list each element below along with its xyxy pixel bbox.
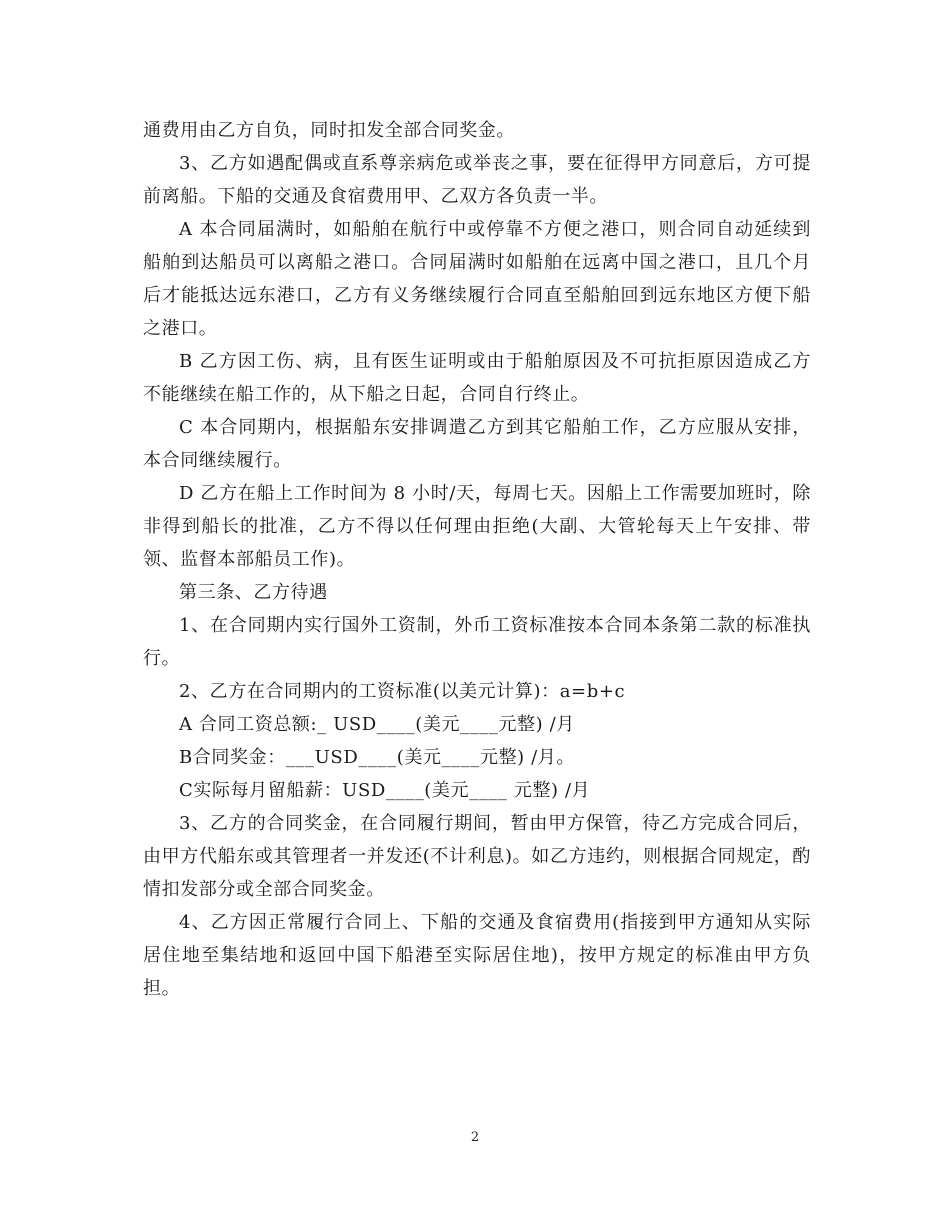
paragraph-item-d-hours: D 乙方在船上工作时间为 8 小时/天，每周七天。因船上工作需要加班时，除非得到船长的批准，乙方不得以任何理由拒绝(大副、大管轮每天上午安排、带领、监督本部船员工作)。 xyxy=(143,483,811,570)
paragraph-continuation: 通费用由乙方自负，同时扣发全部合同奖金。 xyxy=(143,120,515,141)
paragraph-monthly-pay: C实际每月留船薪：USD____(美元____ 元整) /月 xyxy=(179,780,591,801)
paragraph-salary-total: A 合同工资总额:_ USD____(美元____元整) /月 xyxy=(179,714,575,735)
paragraph-item-a-extension: A 本合同届满时，如船舶在航行中或停靠不方便之港口，则合同自动延续到船舶到达船员可以离船之港口。合同届满时如船舶在远离中国之港口，且几个月后才能抵达远东港口，乙方有义务继续履行合同直至船舶回到远东地区方便下船之港口。 xyxy=(143,219,811,339)
document-body xyxy=(143,114,811,1005)
page-number: 2 xyxy=(470,1130,480,1145)
paragraph-contract-bonus: B合同奖金：___USD____(美元____元整) /月。 xyxy=(179,747,575,768)
section-heading-article-3: 第三条、乙方待遇 xyxy=(179,582,328,603)
paragraph-travel-expenses: 4、乙方因正常履行合同上、下船的交通及食宿费用(指接到甲方通知从实际居住地至集结地和返回中国下船港至实际居住地)，按甲方规定的标准由甲方负担。 xyxy=(143,912,811,999)
paragraph-clause-3-leave: 3、乙方如遇配偶或直系尊亲病危或举丧之事，要在征得甲方同意后，方可提前离船。下船的交通及食宿费用甲、乙双方各负责一半。 xyxy=(143,153,811,207)
paragraph-salary-system: 1、在合同期内实行国外工资制，外币工资标准按本合同本条第二款的标准执行。 xyxy=(143,615,811,669)
paragraph-item-b-termination: B 乙方因工伤、病，且有医生证明或由于船舶原因及不可抗拒原因造成乙方不能继续在船工作的，从下船之日起，合同自行终止。 xyxy=(143,351,811,405)
paragraph-item-c-transfer: C 本合同期内，根据船东安排调遣乙方到其它船舶工作，乙方应服从安排，本合同继续履行。 xyxy=(143,417,811,471)
paragraph-salary-standard: 2、乙方在合同期内的工资标准(以美元计算)：a=b+c xyxy=(179,681,626,702)
paragraph-bonus-custody: 3、乙方的合同奖金，在合同履行期间，暂由甲方保管，待乙方完成合同后，由甲方代船东或其管理者一并发还(不计利息)。如乙方违约，则根据合同规定，酌情扣发部分或全部合同奖金。 xyxy=(143,813,811,900)
